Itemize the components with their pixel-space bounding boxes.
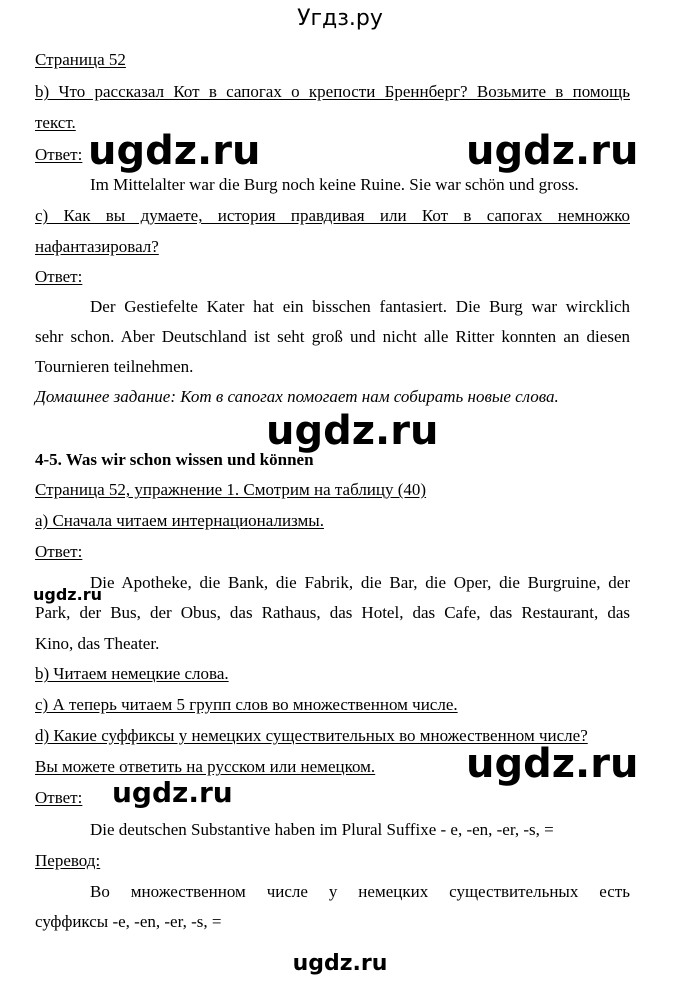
homework: Домашнее задание: Кот в сапогах помогает нам собирать новые слова. [35,387,559,406]
answer-d-label: Ответ: [35,788,83,807]
task-c: с) А теперь читаем 5 групп слов во множественном числе. [35,695,458,714]
question-c-line1: c) Как вы думаете, история правдивая или Кот в сапогах немножко [35,206,630,225]
site-title: Угдз.ру [297,6,383,31]
answer-c-line2: sehr schon. Aber Deutschland ist seht groß und nicht alle Ritter konnten an diesen [35,327,630,346]
watermark: ugdz.ru [292,951,388,976]
exercise-title: Страница 52, упражнение 1. Смотрим на таблицу (40) [35,480,427,499]
watermark: ugdz.ru [266,408,439,454]
watermark: ugdz.ru [466,128,639,174]
task-b: b) Читаем немецкие слова. [35,664,229,683]
answer-label: Ответ: [35,542,83,561]
answer-c-label: Ответ: [35,267,83,286]
question-c-line2: нафантазировал? [35,237,159,256]
page-label: Страница 52 [35,50,126,69]
answer-a-line1: Die Apotheke, die Bank, die Fabrik, die Bar, die Oper, die Burgruine, der [90,573,630,592]
translation-line1: Во множественном числе у немецких существительных есть [90,882,630,901]
answer-a-line2: Park, der Bus, der Obus, das Rathaus, das Hotel, das Cafe, das Restaurant, das [35,603,630,622]
task-d-line1: d) Какие суффиксы у немецких существительных во множественном числе? [35,726,588,745]
watermark: ugdz.ru [88,128,261,174]
watermark: ugdz.ru [33,585,102,604]
watermark: ugdz.ru [112,776,233,809]
question-b-line1: b) Что рассказал Кот в сапогах о крепости Бреннберг? Возьмите в помощь [35,82,630,101]
question-b-line2: текст. [35,113,76,132]
translation-line2: суффиксы -e, -en, -er, -s, = [35,912,222,931]
answer-b-text: Im Mittelalter war die Burg noch keine Ruine. Sie war schön und gross. [90,175,579,194]
translation-label: Перевод: [35,851,101,870]
answer-c-line3: Tournieren teilnehmen. [35,357,194,376]
task-d-line2: Вы можете ответить на русском или немецком. [35,757,376,776]
answer-label: Ответ: [35,145,83,164]
answer-a-line3: Kino, das Theater. [35,634,160,653]
watermark: ugdz.ru [466,741,639,787]
answer-c-line1: Der Gestiefelte Kater hat ein bisschen fantasiert. Die Burg war wircklich [90,297,630,316]
answer-d-text: Die deutschen Substantive haben im Plural Suffixe - e, -en, -er, -s, = [90,820,554,839]
section-heading: 4-5. Was wir schon wissen und können [35,450,314,469]
task-a: а) Сначала читаем интернационализмы. [35,511,324,530]
